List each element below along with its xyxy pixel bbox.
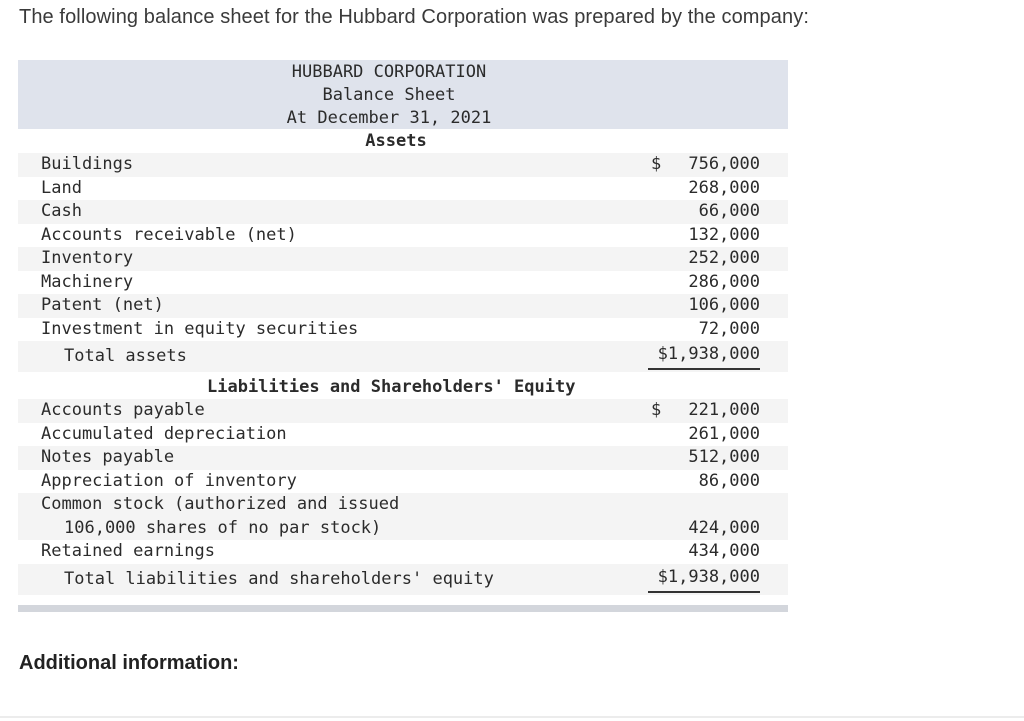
row-label: Accounts payable	[41, 400, 205, 420]
row-label: Inventory	[41, 248, 134, 268]
row-amount: 756,000	[688, 154, 760, 174]
table-row	[18, 224, 788, 248]
liabilities-heading: Liabilities and Shareholders' Equity	[207, 377, 576, 397]
table-row	[18, 470, 788, 494]
row-amount: 72,000	[648, 318, 760, 343]
row-label: Appreciation of inventory	[41, 470, 297, 491]
table-row	[18, 423, 788, 447]
row-amount: 434,000	[648, 540, 760, 565]
total-assets-amount: $1,938,000	[648, 341, 760, 370]
row-amount: 252,000	[688, 248, 760, 268]
table-row	[18, 446, 788, 470]
table-row	[18, 399, 788, 423]
row-label: Buildings	[41, 154, 134, 174]
row-label: Accounts receivable (net)	[41, 224, 297, 245]
row-amount: 221,000	[688, 400, 760, 420]
assets-heading: Assets	[365, 131, 427, 151]
total-liabilities-row	[18, 564, 788, 595]
total-assets-row	[18, 341, 788, 372]
table-row	[18, 247, 788, 271]
additional-info-heading: Additional information:	[19, 652, 239, 674]
row-label: Accumulated depreciation	[41, 423, 287, 444]
company-name: HUBBARD CORPORATION	[291, 62, 487, 82]
table-row	[18, 493, 788, 517]
table-row	[18, 540, 788, 564]
row-label: 106,000 shares of no par stock)	[64, 517, 382, 538]
divider	[0, 716, 1024, 718]
row-amount: 86,000	[698, 470, 760, 491]
table-row	[18, 318, 788, 342]
dollar-sign: $	[651, 400, 662, 420]
total-assets-label: Total assets	[64, 346, 187, 366]
table-row	[18, 177, 788, 201]
total-liabilities-label: Total liabilities and shareholders' equity	[64, 568, 494, 589]
row-amount: 261,000	[688, 423, 760, 444]
intro-text: The following balance sheet for the Hubbard Corporation was prepared by the company:	[19, 6, 809, 28]
row-amount: 132,000	[688, 224, 760, 245]
row-label: Land	[41, 177, 82, 198]
row-label: Retained earnings	[41, 541, 215, 561]
row-amount: 66,000	[698, 201, 760, 221]
statement-title: Balance Sheet	[322, 85, 456, 105]
statement-date: At December 31, 2021	[286, 108, 492, 128]
dollar-sign: $	[651, 154, 662, 174]
sheet-header	[18, 60, 788, 129]
table-bottom-bar	[18, 605, 788, 612]
total-liabilities-amount: $1,938,000	[648, 564, 760, 593]
table-row	[18, 517, 788, 541]
row-amount: 286,000	[688, 271, 760, 292]
row-amount: 106,000	[688, 295, 760, 315]
row-amount: 424,000	[688, 517, 760, 538]
table-row	[18, 271, 788, 295]
row-label: Common stock (authorized and issued	[41, 494, 400, 514]
row-label: Patent (net)	[41, 295, 164, 315]
table-row	[18, 153, 788, 177]
row-amount: 512,000	[688, 447, 760, 467]
table-row	[18, 294, 788, 318]
row-label: Machinery	[41, 271, 134, 292]
row-label: Notes payable	[41, 447, 175, 467]
row-label: Investment in equity securities	[41, 318, 359, 339]
balance-sheet-table	[18, 60, 788, 612]
row-amount: 268,000	[688, 177, 760, 198]
row-label: Cash	[41, 201, 82, 221]
table-row	[18, 200, 788, 224]
